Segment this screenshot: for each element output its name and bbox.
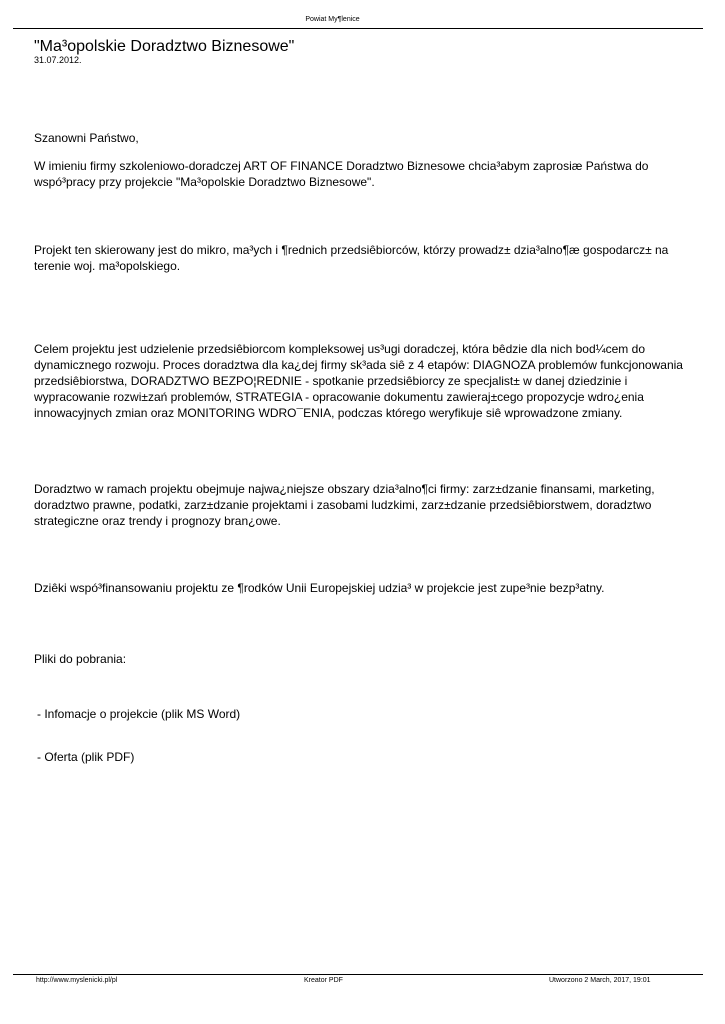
downloads-heading: Pliki do pobrania: (34, 652, 127, 666)
paragraph-greeting: Szanowni Państwo, (34, 131, 139, 145)
footer-creator: Kreator PDF (304, 977, 343, 984)
document-title: "Ma³opolskie Doradztwo Biznesowe" (34, 38, 295, 55)
download-link-pdf[interactable]: - Oferta (plik PDF) (37, 750, 135, 764)
footer-created-date: Utworzono 2 March, 2017, 19:01 (549, 977, 651, 984)
document-date: 31.07.2012. (34, 55, 82, 65)
header-site-name: Powiat My¶lenice (305, 16, 360, 23)
header-divider (13, 28, 703, 29)
paragraph-consulting-areas: Doradztwo w ramach projektu obejmuje najwa¿niejsze obszary dzia³alno¶ci firmy: zarz±dzanie finansami, marketing, doradztwo prawne, podatki, zarz±dzanie projektami i zasobami ludzkimi, zarz±dzanie przedsiêbiorstwem, doradztwo strategiczne oraz trendy i prognozy bran¿owe. (34, 482, 655, 528)
download-link-word[interactable]: - Infomacje o projekcie (plik MS Word) (37, 707, 241, 721)
paragraph-target-group: Projekt ten skierowany jest do mikro, ma³ych i ¶rednich przedsiêbiorców, którzy prowadz± dzia³alno¶æ gospodarcz± na terenie woj. ma³opolskiego. (34, 243, 669, 273)
footer-url[interactable]: http://www.myslenicki.pl/pl (36, 977, 118, 984)
paragraph-intro: W imieniu firmy szkoleniowo-doradczej ART OF FINANCE Doradztwo Biznesowe chcia³abym zaprosiæ Państwa do wspó³pracy przy projekcie "Ma³opolskie Doradztwo Biznesowe". (34, 159, 649, 189)
paragraph-project-goal: Celem projektu jest udzielenie przedsiêbiorcom kompleksowej us³ugi doradczej, która bêdzie dla nich bod¼cem do dynamicznego rozwoju. Proces doradztwa dla ka¿dej firmy sk³ada siê z 4 etapów: DIAGNOZA problemów funkcjonowania przedsiêbiorstwa, DORADZTWO BEZPO¦REDNIE - spotkanie przedsiêbiorcy ze specjalist± w danej dziedzinie i wypracowanie rozwi±zań problemów, STRATEGIA - opracowanie dokumentu zawieraj±cego propozycje wdro¿enia innowacyjnych zmian oraz MONITORING WDRO¯ENIA, podczas którego weryfikuje siê wprowadzone zmiany. (34, 342, 683, 420)
footer-divider (13, 974, 703, 975)
paragraph-funding: Dziêki wspó³finansowaniu projektu ze ¶rodków Unii Europejskiej udzia³ w projekcie jest zupe³nie bezp³atny. (34, 581, 605, 595)
